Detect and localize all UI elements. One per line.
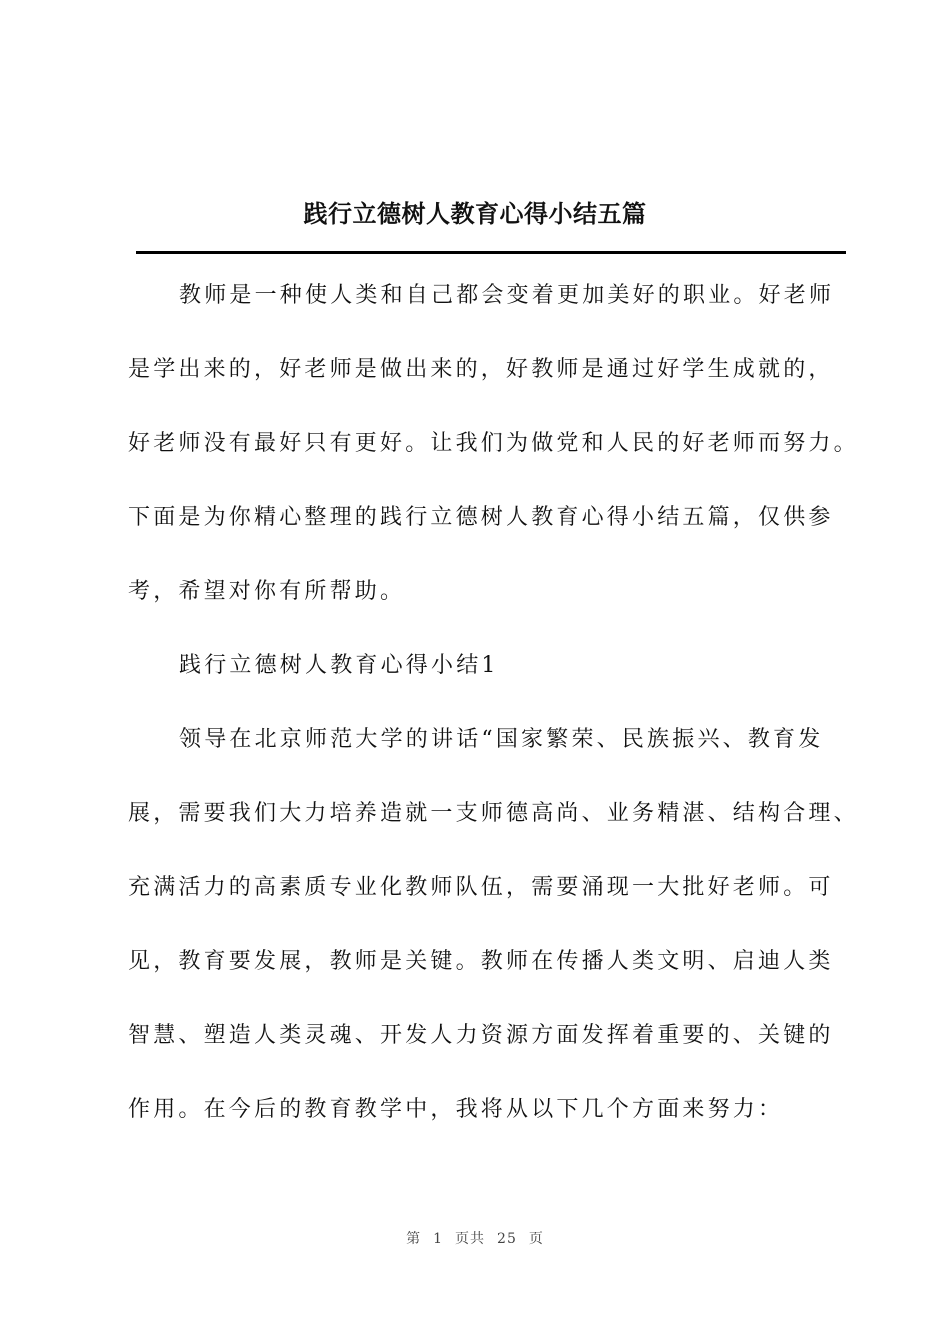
paragraph-line: 充满活力的高素质专业化教师队伍，需要涌现一大批好老师。可 bbox=[128, 875, 834, 900]
document-title: 践行立德树人教育心得小结五篇 bbox=[303, 200, 647, 228]
section-heading: 践行立德树人教育心得小结1 bbox=[179, 653, 499, 678]
paragraph-line: 教师是一种使人类和自己都会变着更加美好的职业。好老师 bbox=[179, 283, 835, 308]
paragraph-line: 智慧、塑造人类灵魂、开发人力资源方面发挥着重要的、关键的 bbox=[128, 1023, 834, 1048]
footer-middle: 页共 bbox=[455, 1231, 486, 1247]
footer-prefix: 第 bbox=[406, 1231, 422, 1247]
paragraph-line: 下面是为你精心整理的践行立德树人教育心得小结五篇，仅供参 bbox=[128, 505, 834, 530]
document-body bbox=[128, 270, 868, 1158]
paragraph-line: 展，需要我们大力培养造就一支师德高尚、业务精湛、结构合理、 bbox=[128, 801, 859, 826]
footer-page-number: 1 bbox=[433, 1231, 444, 1247]
paragraph-line: 考，希望对你有所帮助。 bbox=[128, 579, 406, 604]
title-divider bbox=[136, 251, 846, 254]
footer-suffix: 页 bbox=[528, 1231, 544, 1247]
paragraph-line: 作用。在今后的教育教学中，我将从以下几个方面来努力： bbox=[128, 1097, 784, 1122]
footer-total-pages: 25 bbox=[497, 1231, 517, 1247]
paragraph-line: 领导在北京师范大学的讲话“国家繁荣、民族振兴、教育发 bbox=[179, 727, 824, 752]
paragraph-line: 是学出来的，好老师是做出来的，好教师是通过好学生成就的， bbox=[128, 357, 834, 382]
paragraph-line: 见，教育要发展，教师是关键。教师在传播人类文明、启迪人类 bbox=[128, 949, 834, 974]
paragraph-line: 好老师没有最好只有更好。让我们为做党和人民的好老师而努力。 bbox=[128, 431, 859, 456]
page-footer bbox=[0, 1228, 950, 1250]
